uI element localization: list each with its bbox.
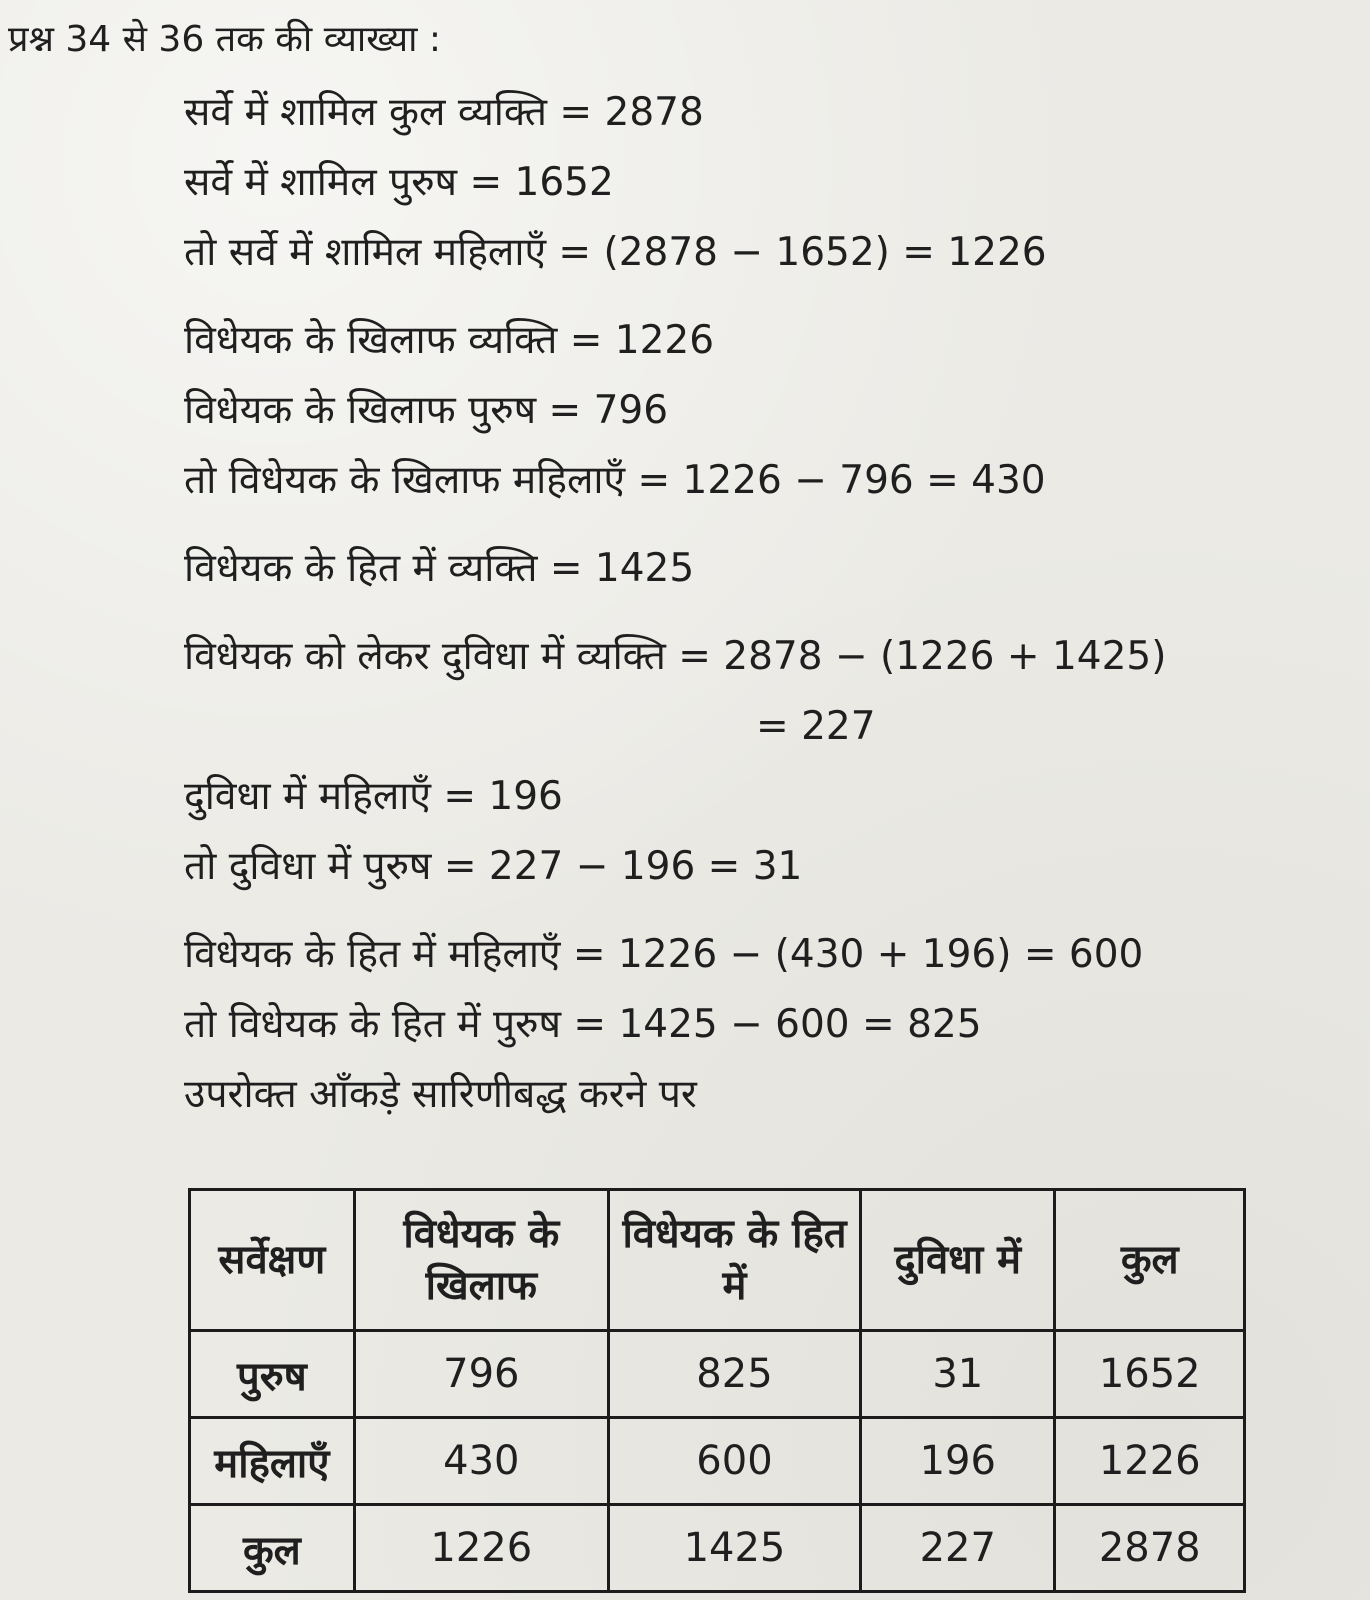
- column-header: विधेयक के खिलाफ: [354, 1190, 608, 1331]
- survey-table: [188, 1188, 1246, 1593]
- text-line: दुविधा में महिलाएँ = 196: [184, 774, 563, 819]
- text-line: उपरोक्त आँकड़े सारिणीबद्ध करने पर: [184, 1072, 697, 1117]
- table-row: [190, 1505, 1245, 1592]
- text-line: विधेयक के खिलाफ व्यक्ति = 1226: [184, 318, 715, 363]
- table-cell: 1226: [1055, 1418, 1245, 1505]
- table-cell: 31: [861, 1331, 1055, 1418]
- table-row: [190, 1331, 1245, 1418]
- table-cell: 825: [608, 1331, 860, 1418]
- column-header: दुविधा में: [861, 1190, 1055, 1331]
- table-header-row: [190, 1190, 1245, 1331]
- table-cell: 430: [354, 1418, 608, 1505]
- table-cell: 600: [608, 1418, 860, 1505]
- table-row: [190, 1418, 1245, 1505]
- text-line: तो सर्वे में शामिल महिलाएँ = (2878 − 1652) = 1226: [184, 230, 1047, 275]
- table-cell: 2878: [1055, 1505, 1245, 1592]
- text-line: सर्वे में शामिल कुल व्यक्ति = 2878: [184, 90, 704, 135]
- text-line: तो दुविधा में पुरुष = 227 − 196 = 31: [184, 844, 803, 889]
- text-line: सर्वे में शामिल पुरुष = 1652: [184, 160, 614, 205]
- text-line: विधेयक के हित में व्यक्ति = 1425: [184, 546, 695, 591]
- text-line: विधेयक के हित में महिलाएँ = 1226 − (430 + 196) = 600: [184, 932, 1144, 977]
- table-cell: 227: [861, 1505, 1055, 1592]
- text-line: तो विधेयक के हित में पुरुष = 1425 − 600 = 825: [184, 1002, 982, 1047]
- explanation-lines: [184, 78, 1334, 1130]
- table-cell: 796: [354, 1331, 608, 1418]
- table-cell: 1652: [1055, 1331, 1245, 1418]
- row-header: पुरुष: [190, 1331, 355, 1418]
- row-header: कुल: [190, 1505, 355, 1592]
- table-cell: 196: [861, 1418, 1055, 1505]
- column-header: सर्वेक्षण: [190, 1190, 355, 1331]
- row-header: महिलाएँ: [190, 1418, 355, 1505]
- text-line: विधेयक के खिलाफ पुरुष = 796: [184, 388, 669, 433]
- column-header: कुल: [1055, 1190, 1245, 1331]
- table-cell: 1226: [354, 1505, 608, 1592]
- column-header: विधेयक के हित में: [608, 1190, 860, 1331]
- table-cell: 1425: [608, 1505, 860, 1592]
- text-line: = 227: [756, 704, 876, 749]
- text-line: तो विधेयक के खिलाफ महिलाएँ = 1226 − 796 = 430: [184, 458, 1046, 503]
- explanation-heading: प्रश्न 34 से 36 तक की व्याख्या :: [8, 19, 442, 60]
- text-line: विधेयक को लेकर दुविधा में व्यक्ति = 2878 − (1226 + 1425): [184, 634, 1167, 679]
